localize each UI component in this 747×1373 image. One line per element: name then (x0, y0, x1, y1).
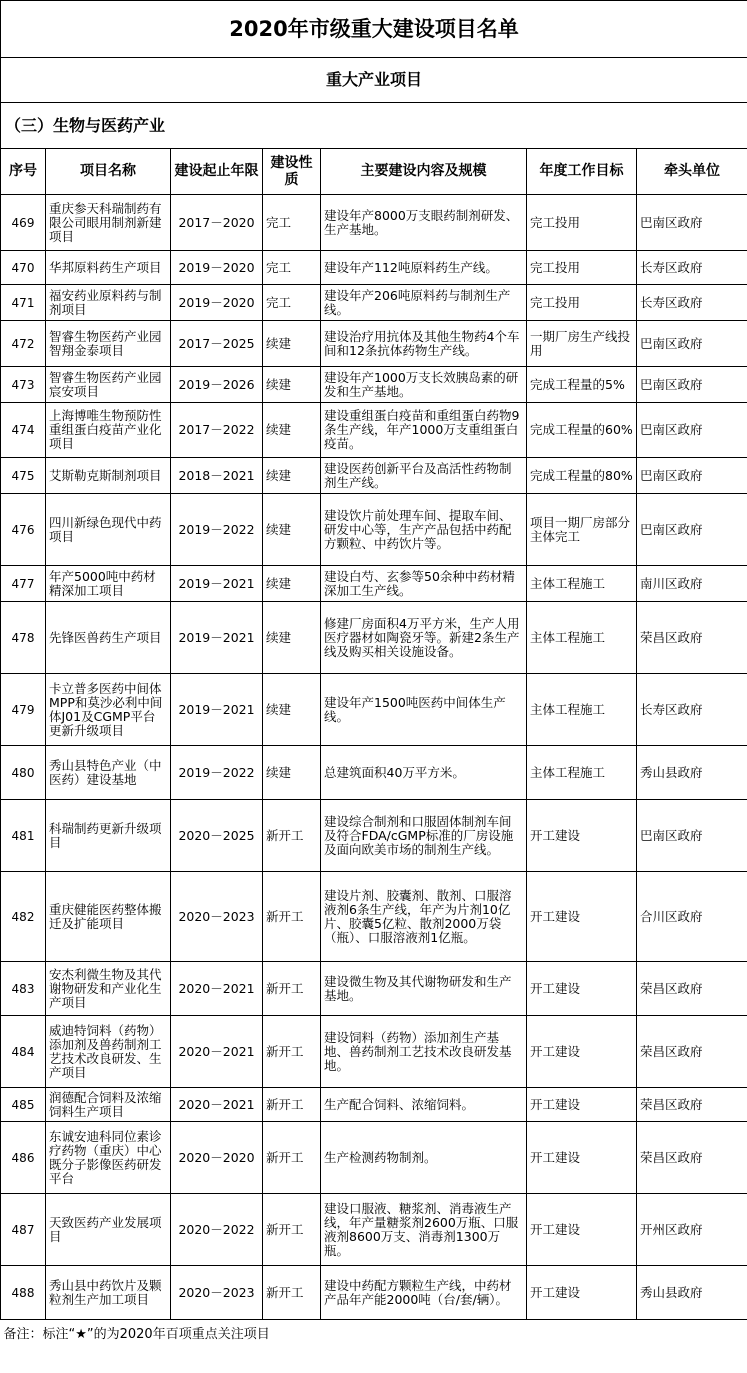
row-content: 建设年产1500吨医药中间体生产线。 (321, 674, 527, 746)
row-goal: 主体工程施工 (527, 674, 637, 746)
row-nature: 完工 (263, 195, 321, 251)
row-no: 476 (1, 494, 46, 566)
row-name: 智睿生物医药产业园宸安项目 (46, 367, 171, 403)
row-name: 秀山县中药饮片及颗粒剂生产加工项目 (46, 1266, 171, 1320)
row-period: 2017－2020 (171, 195, 263, 251)
row-period: 2020－2023 (171, 872, 263, 962)
category-title: 重大产业项目 (1, 58, 747, 103)
header-content: 主要建设内容及规模 (321, 149, 527, 195)
row-period: 2020－2025 (171, 800, 263, 872)
table-row (1, 674, 747, 746)
header-no: 序号 (1, 149, 46, 195)
table-row (1, 494, 747, 566)
row-content: 建设片剂、胶囊剂、散剂、口服溶液剂6条生产线，年产为片剂10亿片、胶囊5亿粒、散剂2000万袋（瓶）、口服溶液剂1亿瓶。 (321, 872, 527, 962)
row-name: 天致医药产业发展项目 (46, 1194, 171, 1266)
row-nature: 完工 (263, 285, 321, 321)
row-period: 2020－2023 (171, 1266, 263, 1320)
row-nature: 续建 (263, 458, 321, 494)
row-nature: 续建 (263, 746, 321, 800)
table-row (1, 602, 747, 674)
row-no: 469 (1, 195, 46, 251)
row-nature: 续建 (263, 494, 321, 566)
row-unit: 合川区政府 (637, 872, 747, 962)
row-no: 479 (1, 674, 46, 746)
row-no: 475 (1, 458, 46, 494)
row-period: 2019－2021 (171, 674, 263, 746)
row-period: 2020－2021 (171, 1016, 263, 1088)
row-goal: 完工投用 (527, 285, 637, 321)
row-content: 建设口服液、糖浆剂、消毒液生产线，年产量糖浆剂2600万瓶、口服液剂8600万支、消毒剂1300万瓶。 (321, 1194, 527, 1266)
row-period: 2017－2025 (171, 321, 263, 367)
row-content: 建设饮片前处理车间、提取车间、研发中心等，生产产品包括中药配方颗粒、中药饮片等。 (321, 494, 527, 566)
row-unit: 开州区政府 (637, 1194, 747, 1266)
row-content: 建设重组蛋白疫苗和重组蛋白药物9条生产线，年产1000万支重组蛋白疫苗。 (321, 403, 527, 458)
row-nature: 续建 (263, 321, 321, 367)
header-goal: 年度工作目标 (527, 149, 637, 195)
row-period: 2018－2021 (171, 458, 263, 494)
row-content: 建设年产112吨原料药生产线。 (321, 251, 527, 285)
row-nature: 新开工 (263, 872, 321, 962)
row-content: 建设综合制剂和口服固体制剂车间及符合FDA/cGMP标准的厂房设施及面向欧美市场的制剂生产线。 (321, 800, 527, 872)
row-name: 东诚安迪科同位素诊疗药物（重庆）中心既分子影像医药研发平台 (46, 1122, 171, 1194)
row-unit: 巴南区政府 (637, 403, 747, 458)
row-content: 生产检测药物制剂。 (321, 1122, 527, 1194)
row-no: 486 (1, 1122, 46, 1194)
row-unit: 荣昌区政府 (637, 962, 747, 1016)
row-name: 威迪特饲料（药物）添加剂及兽药制剂工艺技术改良研发、生产项目 (46, 1016, 171, 1088)
row-unit: 巴南区政府 (637, 321, 747, 367)
row-goal: 开工建设 (527, 1088, 637, 1122)
row-period: 2020－2022 (171, 1194, 263, 1266)
row-goal: 主体工程施工 (527, 602, 637, 674)
header-nature: 建设性质 (263, 149, 321, 195)
row-unit: 长寿区政府 (637, 674, 747, 746)
row-goal: 开工建设 (527, 1016, 637, 1088)
row-no: 473 (1, 367, 46, 403)
document-title: 2020年市级重大建设项目名单 (1, 1, 747, 58)
row-no: 483 (1, 962, 46, 1016)
row-nature: 续建 (263, 674, 321, 746)
row-unit: 荣昌区政府 (637, 1088, 747, 1122)
row-no: 474 (1, 403, 46, 458)
table-row (1, 285, 747, 321)
row-name: 艾斯勒克斯制剂项目 (46, 458, 171, 494)
row-name: 年产5000吨中药材精深加工项目 (46, 566, 171, 602)
row-goal: 开工建设 (527, 962, 637, 1016)
table-row (1, 566, 747, 602)
row-content: 建设年产206吨原料药与制剂生产线。 (321, 285, 527, 321)
row-unit: 秀山县政府 (637, 1266, 747, 1320)
table-row (1, 872, 747, 962)
row-period: 2019－2021 (171, 602, 263, 674)
row-content: 生产配合饲料、浓缩饲料。 (321, 1088, 527, 1122)
row-nature: 新开工 (263, 1016, 321, 1088)
table-row (1, 1016, 747, 1088)
header-row (1, 149, 747, 195)
row-nature: 续建 (263, 566, 321, 602)
row-unit: 巴南区政府 (637, 195, 747, 251)
table-row (1, 1088, 747, 1122)
row-period: 2019－2022 (171, 494, 263, 566)
header-unit: 牵头单位 (637, 149, 747, 195)
row-no: 485 (1, 1088, 46, 1122)
row-content: 建设白芍、玄参等50余种中药材精深加工生产线。 (321, 566, 527, 602)
row-name: 四川新绿色现代中药项目 (46, 494, 171, 566)
row-content: 建设年产8000万支眼药制剂研发、生产基地。 (321, 195, 527, 251)
row-unit: 南川区政府 (637, 566, 747, 602)
row-goal: 主体工程施工 (527, 566, 637, 602)
row-name: 重庆参天科瑞制药有限公司眼用制剂新建项目 (46, 195, 171, 251)
row-content: 修建厂房面积4万平方米，生产人用医疗器材如陶瓷牙等。新建2条生产线及购买相关设施设备。 (321, 602, 527, 674)
row-no: 487 (1, 1194, 46, 1266)
row-goal: 完工投用 (527, 251, 637, 285)
row-unit: 巴南区政府 (637, 494, 747, 566)
row-name: 重庆健能医药整体搬迁及扩能项目 (46, 872, 171, 962)
footnote: 备注：标注“★”的为2020年百项重点关注项目 (1, 1320, 747, 1351)
row-content: 建设微生物及其代谢物研发和生产基地。 (321, 962, 527, 1016)
row-unit: 荣昌区政府 (637, 602, 747, 674)
row-goal: 项目一期厂房部分主体完工 (527, 494, 637, 566)
table-row (1, 1266, 747, 1320)
row-unit: 巴南区政府 (637, 367, 747, 403)
row-no: 488 (1, 1266, 46, 1320)
table-row (1, 195, 747, 251)
row-nature: 新开工 (263, 1266, 321, 1320)
row-goal: 开工建设 (527, 872, 637, 962)
table-row (1, 321, 747, 367)
row-period: 2017－2022 (171, 403, 263, 458)
row-unit: 荣昌区政府 (637, 1122, 747, 1194)
row-no: 482 (1, 872, 46, 962)
row-goal: 开工建设 (527, 1122, 637, 1194)
row-name: 华邦原料药生产项目 (46, 251, 171, 285)
table-row (1, 962, 747, 1016)
row-goal: 主体工程施工 (527, 746, 637, 800)
row-goal: 开工建设 (527, 1266, 637, 1320)
row-name: 福安药业原料药与制剂项目 (46, 285, 171, 321)
row-nature: 新开工 (263, 962, 321, 1016)
row-nature: 新开工 (263, 1122, 321, 1194)
table-row (1, 746, 747, 800)
row-nature: 续建 (263, 367, 321, 403)
header-period: 建设起止年限 (171, 149, 263, 195)
row-goal: 完工投用 (527, 195, 637, 251)
section-title: （三）生物与医药产业 (1, 103, 747, 149)
row-content: 建设中药配方颗粒生产线，中药材产品年产能2000吨（台/套/辆）。 (321, 1266, 527, 1320)
row-name: 润德配合饲料及浓缩饲料生产项目 (46, 1088, 171, 1122)
row-goal: 一期厂房生产线投用 (527, 321, 637, 367)
row-name: 科瑞制药更新升级项目 (46, 800, 171, 872)
row-no: 470 (1, 251, 46, 285)
row-period: 2020－2021 (171, 1088, 263, 1122)
row-nature: 新开工 (263, 1088, 321, 1122)
row-nature: 完工 (263, 251, 321, 285)
row-name: 卡立普多医药中间体MPP和莫沙必利中间体J01及CGMP平台更新升级项目 (46, 674, 171, 746)
row-name: 先锋医兽药生产项目 (46, 602, 171, 674)
row-period: 2019－2022 (171, 746, 263, 800)
row-period: 2020－2021 (171, 962, 263, 1016)
row-nature: 续建 (263, 602, 321, 674)
row-unit: 长寿区政府 (637, 285, 747, 321)
row-nature: 续建 (263, 403, 321, 458)
row-nature: 新开工 (263, 1194, 321, 1266)
row-unit: 荣昌区政府 (637, 1016, 747, 1088)
row-period: 2020－2020 (171, 1122, 263, 1194)
table-row (1, 800, 747, 872)
row-period: 2019－2020 (171, 285, 263, 321)
row-name: 智睿生物医药产业园智翔金泰项目 (46, 321, 171, 367)
row-name: 秀山县特色产业（中医药）建设基地 (46, 746, 171, 800)
row-content: 总建筑面积40万平方米。 (321, 746, 527, 800)
table-row (1, 367, 747, 403)
row-name: 上海博唯生物预防性重组蛋白疫苗产业化项目 (46, 403, 171, 458)
row-content: 建设年产1000万支长效胰岛素的研发和生产基地。 (321, 367, 527, 403)
row-name: 安杰利微生物及其代谢物研发和产业化生产项目 (46, 962, 171, 1016)
row-content: 建设饲料（药物）添加剂生产基地、兽药制剂工艺技术改良研发基地。 (321, 1016, 527, 1088)
row-nature: 新开工 (263, 800, 321, 872)
table-row (1, 1194, 747, 1266)
row-no: 480 (1, 746, 46, 800)
row-goal: 完成工程量的80% (527, 458, 637, 494)
row-no: 477 (1, 566, 46, 602)
header-name: 项目名称 (46, 149, 171, 195)
table-row (1, 1122, 747, 1194)
row-content: 建设医药创新平台及高活性药物制剂生产线。 (321, 458, 527, 494)
row-unit: 巴南区政府 (637, 458, 747, 494)
row-no: 484 (1, 1016, 46, 1088)
row-goal: 开工建设 (527, 1194, 637, 1266)
row-goal: 开工建设 (527, 800, 637, 872)
table-row (1, 458, 747, 494)
table-row (1, 403, 747, 458)
row-unit: 长寿区政府 (637, 251, 747, 285)
row-goal: 完成工程量的60% (527, 403, 637, 458)
row-no: 472 (1, 321, 46, 367)
row-no: 471 (1, 285, 46, 321)
row-unit: 巴南区政府 (637, 800, 747, 872)
row-content: 建设治疗用抗体及其他生物药4个车间和12条抗体药物生产线。 (321, 321, 527, 367)
row-period: 2019－2021 (171, 566, 263, 602)
row-no: 481 (1, 800, 46, 872)
row-period: 2019－2026 (171, 367, 263, 403)
row-no: 478 (1, 602, 46, 674)
row-unit: 秀山县政府 (637, 746, 747, 800)
row-period: 2019－2020 (171, 251, 263, 285)
row-goal: 完成工程量的5% (527, 367, 637, 403)
table-row (1, 251, 747, 285)
